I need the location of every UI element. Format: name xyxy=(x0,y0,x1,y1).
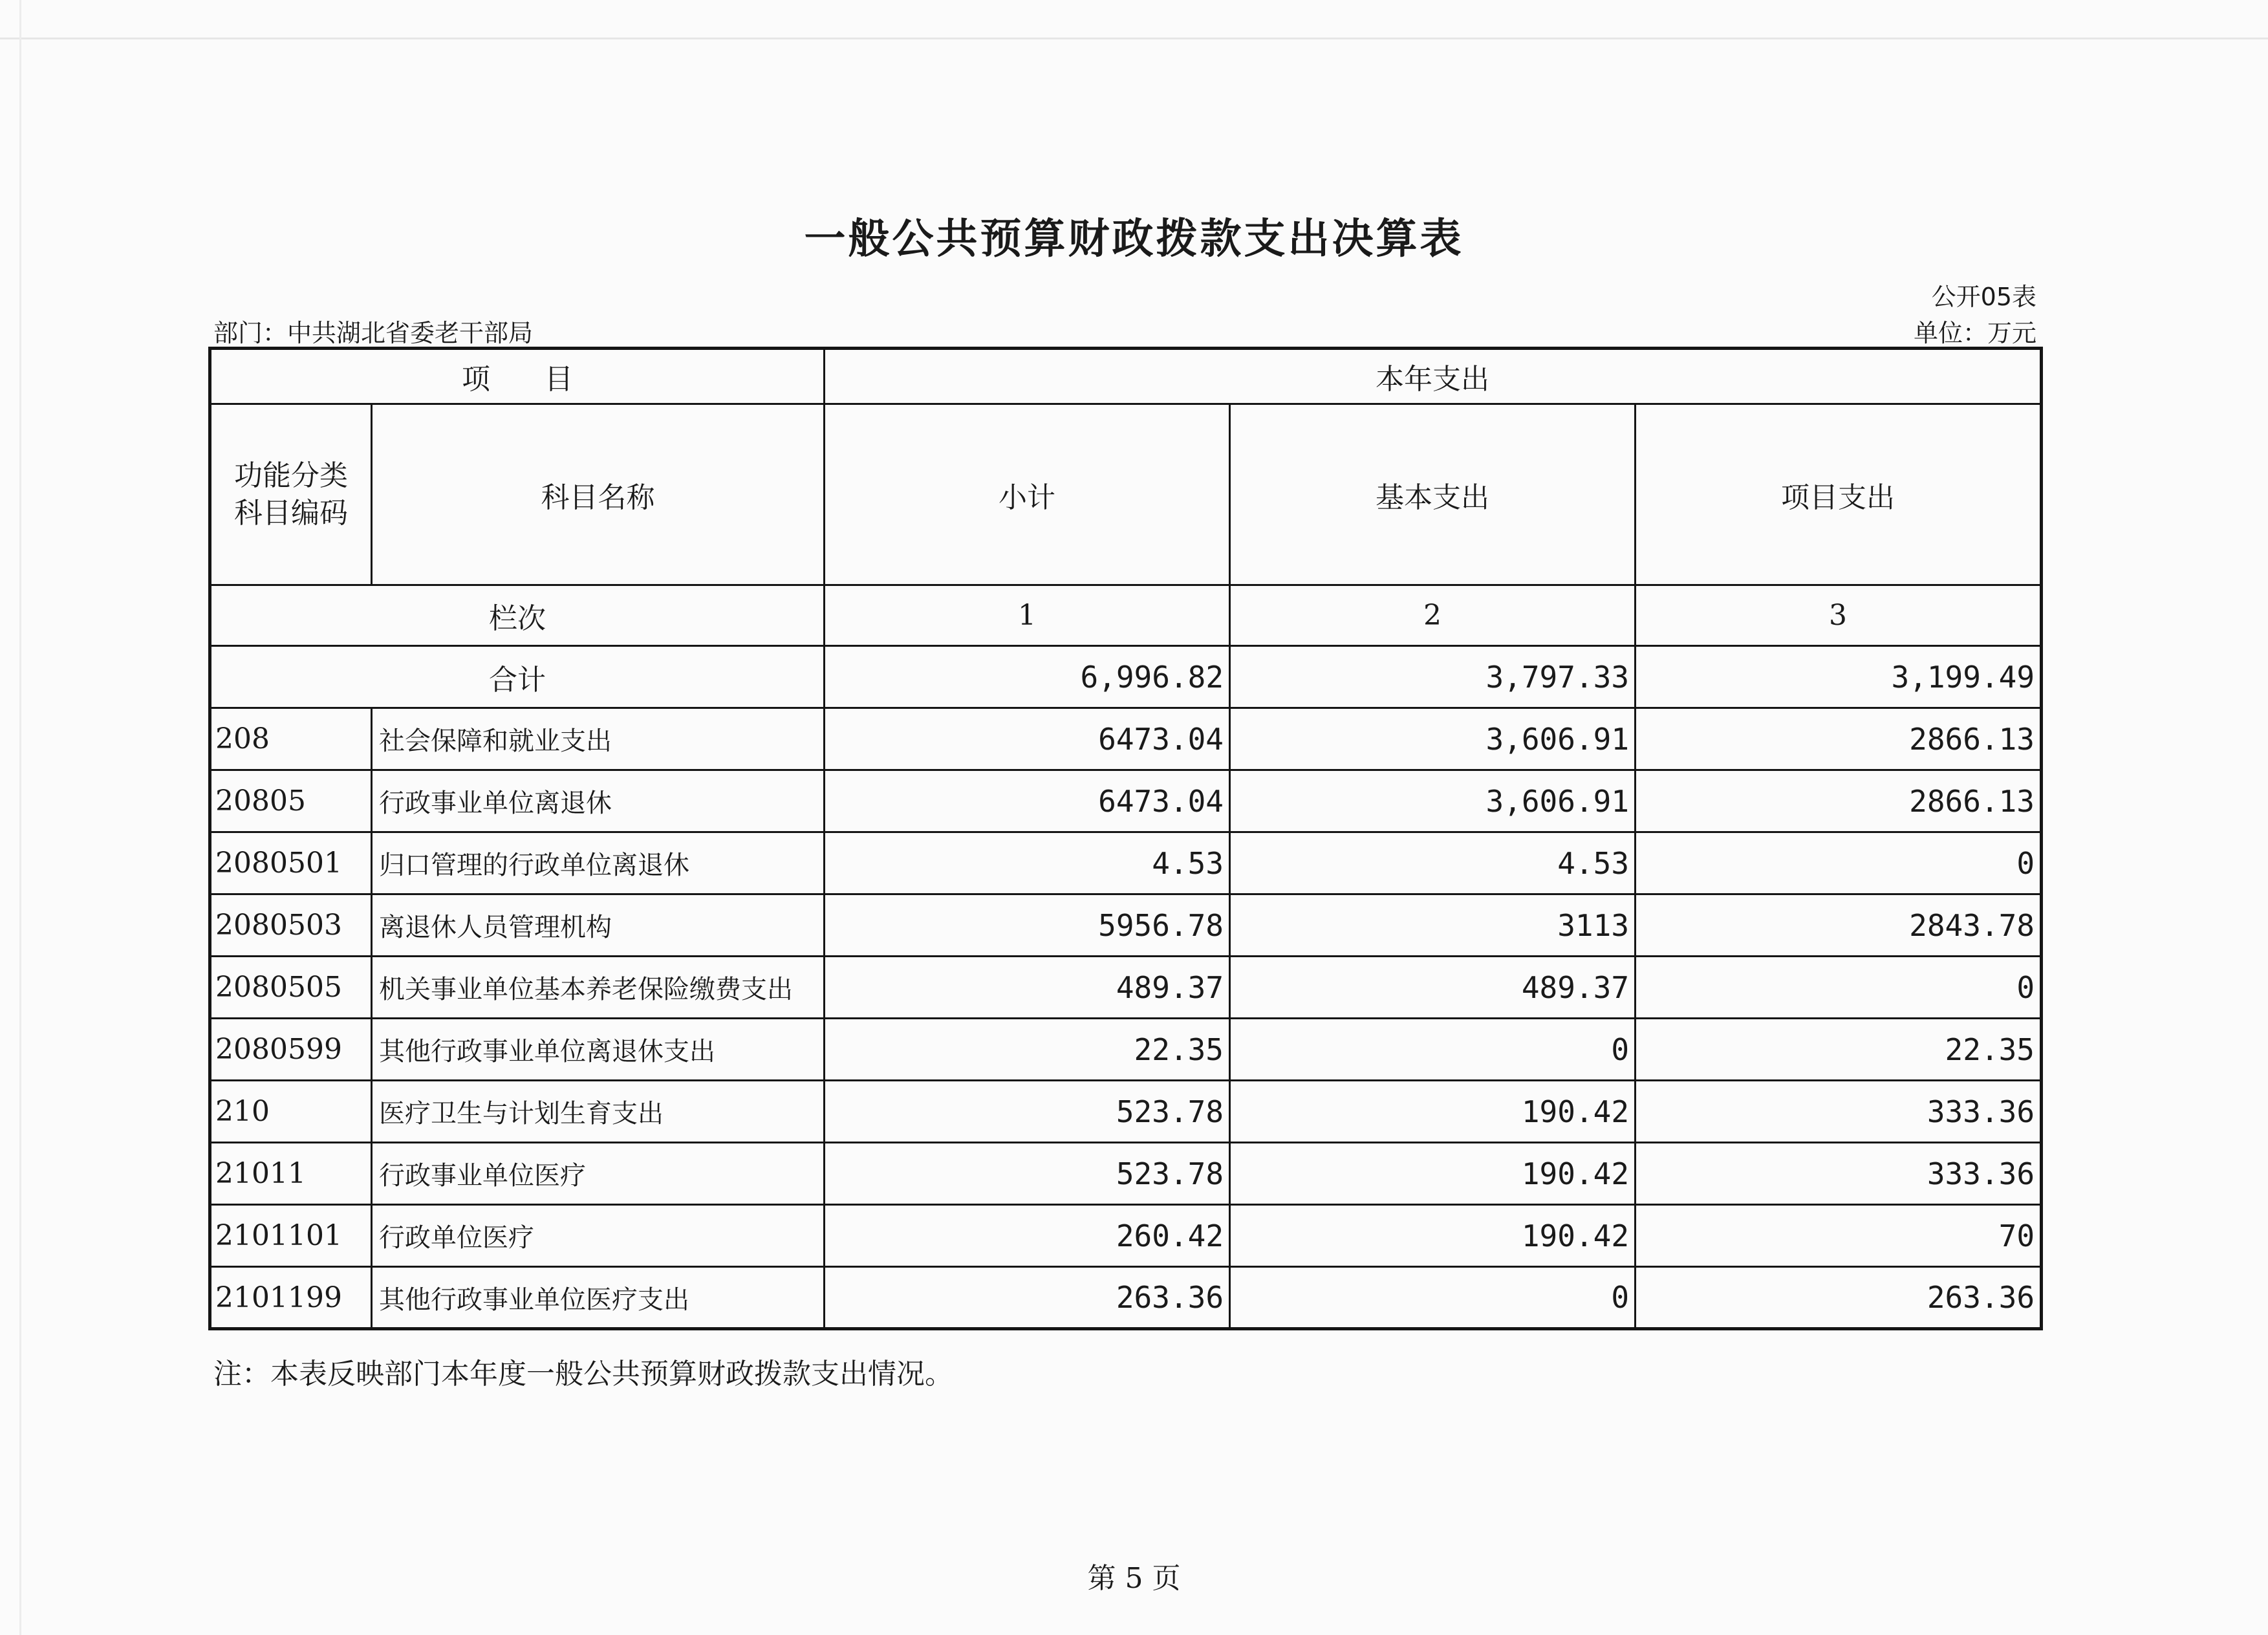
row-name: 行政事业单位医疗 xyxy=(372,1143,825,1205)
row-name: 归口管理的行政单位离退休 xyxy=(372,832,825,894)
header-code xyxy=(210,404,372,585)
page-number: 第 5 页 xyxy=(1087,1562,1181,1595)
row-project: 2866.13 xyxy=(1636,770,2042,832)
form-code: 公开05表 xyxy=(1931,283,2036,311)
table-row xyxy=(210,1267,2042,1329)
row-basic: 3,606.91 xyxy=(1230,770,1636,832)
total-project: 3,199.49 xyxy=(1636,646,2042,708)
row-subtotal: 6473.04 xyxy=(825,770,1230,832)
header-code-line1: 功能分类 xyxy=(234,459,348,492)
row-code: 208 xyxy=(210,708,372,770)
row-subtotal: 6473.04 xyxy=(825,708,1230,770)
row-basic: 3113 xyxy=(1230,894,1636,957)
row-project: 70 xyxy=(1636,1205,2042,1267)
row-basic: 3,606.91 xyxy=(1230,708,1636,770)
row-code: 2101199 xyxy=(210,1267,372,1329)
column-number-2: 2 xyxy=(1230,585,1636,646)
row-basic: 190.42 xyxy=(1230,1143,1636,1205)
row-code: 20805 xyxy=(210,770,372,832)
row-name: 行政单位医疗 xyxy=(372,1205,825,1267)
table-row xyxy=(210,1081,2042,1143)
row-code: 2080501 xyxy=(210,832,372,894)
row-project: 333.36 xyxy=(1636,1143,2042,1205)
row-project: 2843.78 xyxy=(1636,894,2042,957)
row-name: 社会保障和就业支出 xyxy=(372,708,825,770)
row-subtotal: 489.37 xyxy=(825,957,1230,1019)
header-code-line2: 科目编码 xyxy=(234,496,348,530)
column-number-1: 1 xyxy=(825,585,1230,646)
column-number-row xyxy=(210,585,2042,646)
row-name: 其他行政事业单位医疗支出 xyxy=(372,1267,825,1329)
row-code: 2080503 xyxy=(210,894,372,957)
row-name: 机关事业单位基本养老保险缴费支出 xyxy=(372,957,825,1019)
table-row xyxy=(210,957,2042,1019)
row-code: 2080505 xyxy=(210,957,372,1019)
row-basic: 0 xyxy=(1230,1267,1636,1329)
table-row xyxy=(210,1019,2042,1081)
row-project: 0 xyxy=(1636,957,2042,1019)
table-row xyxy=(210,1205,2042,1267)
row-basic: 190.42 xyxy=(1230,1081,1636,1143)
total-label: 合计 xyxy=(210,646,825,708)
header-current-year: 本年支出 xyxy=(825,349,2042,404)
row-name: 医疗卫生与计划生育支出 xyxy=(372,1081,825,1143)
header-row-2 xyxy=(210,404,2042,585)
row-code: 210 xyxy=(210,1081,372,1143)
row-project: 2866.13 xyxy=(1636,708,2042,770)
row-basic: 4.53 xyxy=(1230,832,1636,894)
row-basic: 489.37 xyxy=(1230,957,1636,1019)
scan-border-top xyxy=(0,38,2268,39)
row-basic: 190.42 xyxy=(1230,1205,1636,1267)
row-subtotal: 5956.78 xyxy=(825,894,1230,957)
expenditure-table xyxy=(208,347,2043,1330)
row-code: 2080599 xyxy=(210,1019,372,1081)
row-code: 21011 xyxy=(210,1143,372,1205)
row-name: 行政事业单位离退休 xyxy=(372,770,825,832)
column-number-3: 3 xyxy=(1636,585,2042,646)
header-name: 科目名称 xyxy=(372,404,825,585)
table-row xyxy=(210,708,2042,770)
row-basic: 0 xyxy=(1230,1019,1636,1081)
header-basic: 基本支出 xyxy=(1230,404,1636,585)
row-subtotal: 263.36 xyxy=(825,1267,1230,1329)
row-name: 其他行政事业单位离退休支出 xyxy=(372,1019,825,1081)
data-rows xyxy=(210,708,2042,1329)
total-subtotal: 6,996.82 xyxy=(825,646,1230,708)
row-name: 离退休人员管理机构 xyxy=(372,894,825,957)
total-row xyxy=(210,646,2042,708)
row-project: 22.35 xyxy=(1636,1019,2042,1081)
row-subtotal: 523.78 xyxy=(825,1081,1230,1143)
unit-label: 单位：万元 xyxy=(1913,319,2036,347)
header-subtotal: 小计 xyxy=(825,404,1230,585)
column-label: 栏次 xyxy=(210,585,825,646)
header-project: 项目支出 xyxy=(1636,404,2042,585)
row-code: 2101101 xyxy=(210,1205,372,1267)
row-project: 333.36 xyxy=(1636,1081,2042,1143)
page-title: 一般公共预算财政拨款支出决算表 xyxy=(804,215,1464,263)
row-project: 0 xyxy=(1636,832,2042,894)
table-row xyxy=(210,894,2042,957)
total-basic: 3,797.33 xyxy=(1230,646,1636,708)
footnote: 注：本表反映部门本年度一般公共预算财政拨款支出情况。 xyxy=(213,1358,953,1391)
row-subtotal: 4.53 xyxy=(825,832,1230,894)
header-item: 项 目 xyxy=(210,349,825,404)
row-project: 263.36 xyxy=(1636,1267,2042,1329)
row-subtotal: 22.35 xyxy=(825,1019,1230,1081)
table-row xyxy=(210,1143,2042,1205)
row-subtotal: 523.78 xyxy=(825,1143,1230,1205)
table-row xyxy=(210,832,2042,894)
header-row-1 xyxy=(210,349,2042,404)
table-row xyxy=(210,770,2042,832)
department-label: 部门：中共湖北省委老干部局 xyxy=(213,319,534,347)
row-subtotal: 260.42 xyxy=(825,1205,1230,1267)
